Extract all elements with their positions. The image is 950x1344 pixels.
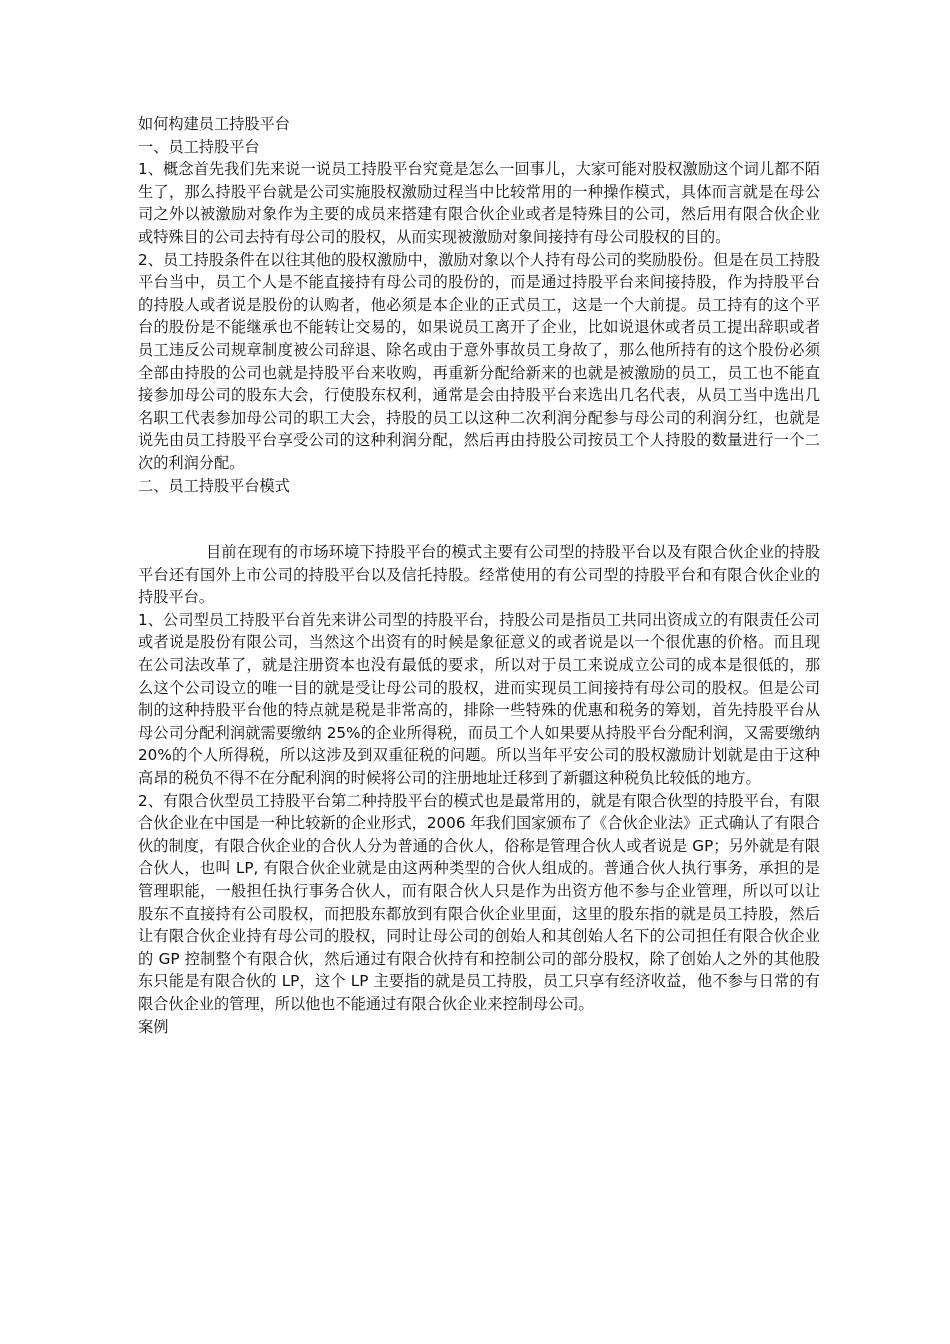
blank-line [138, 497, 820, 541]
document-page [138, 113, 820, 1038]
document-title: 如何构建员工持股平台 [138, 115, 290, 133]
paragraph-partnership-type: 2、有限合伙型员工持股平台第二种持股平台的模式也是最常用的，就是有限合伙型的持股平台，有限合伙企业在中国是一种比较新的企业形式，2006 年我们国家颁布了《合伙企业法》正式确认了有限合伙的制度，有限合伙企业的合伙人分为普通的合伙人，俗称是管理合伙人或者说是 GP；另外就是有限合伙人，也叫 LP, 有限合伙企业就是由这两种类型的合伙人组成的。普通合伙人执行事务，承担的是管理职能，一般担任执行事务合伙人，而有限合伙人只是作为出资方他不参与企业管理，所以可以让股东不直接持有公司股权，而把股东都放到有限合伙企业里面，这里的股东指的就是员工持股，然后让有限合伙企业持有母公司的股权，同时让母公司的创始人和其创始人名下的公司担任有限合伙企业的 GP 控制整个有限合伙，然后通过有限合伙持有和控制公司的部分股权，除了创始人之外的其他股东只能是有限合伙的 LP，这个 LP 主要指的就是员工持股，员工只享有经济收益，他不参与日常的有限合伙企业的管理，所以他也不能通过有限合伙企业来控制母公司。 [138, 791, 820, 1013]
section-heading-2: 二、员工持股平台模式 [138, 476, 290, 495]
paragraph-concept: 1、概念首先我们先来说一说员工持股平台究竟是怎么一回事儿，大家可能对股权激励这个词儿都不陌生了，那么持股平台就是公司实施股权激励过程当中比较常用的一种操作模式，具体而言就是在母公司之外以被激励对象作为主要的成员来搭建有限合伙企业或者是特殊目的公司，然后用有限合伙企业或特殊目的公司去持有母公司的股权，从而实现被激励对象间接持有母公司股权的目的。 [138, 160, 820, 246]
paragraph-intro: 目前在现有的市场环境下持股平台的模式主要有公司型的持股平台以及有限合伙企业的持股平台还有国外上市公司的持股平台以及信托持股。经常使用的有公司型的持股平台和有限合伙企业的持股平台。 [138, 543, 820, 607]
case-heading: 案例 [138, 1017, 169, 1036]
paragraph-company-type: 1、公司型员工持股平台首先来讲公司型的持股平台，持股公司是指员工共同出资成立的有限责任公司或者说是股份有限公司，当然这个出资有的时候是象征意义的或者说是以一个很优惠的价格。而且现在公司法改革了，就是注册资本也没有最低的要求，所以对于员工来说成立公司的成本是很低的，那么这个公司设立的唯一目的就是受让母公司的股权，进而实现员工间接持有母公司的股权。但是公司制的这种持股平台他的特点就是税是非常高的，排除一些特殊的优惠和税务的筹划，首先持股平台从母公司分配利润就需要缴纳 25%的企业所得税，而员工个人如果要从持股平台分配利润，又需要缴纳 20%的个人所得税，所以这涉及到双重征税的问题。所以当年平安公司的股权激励计划就是由于这种高昂的税负不得不在分配利润的时候将公司的注册地址迁移到了新疆这种税负比较低的地方。 [138, 610, 820, 788]
paragraph-conditions: 2、员工持股条件在以往其他的股权激励中，激励对象以个人持有母公司的奖励股份。但是在员工持股平台当中，员工个人是不能直接持有母公司的股份的，而是通过持股平台来间接持股，作为持股平台的持股人或者说是股份的认购者，他必须是本企业的正式员工，这是一个大前提。员工持有的这个平台的股份是不能继承也不能转让交易的，如果说员工离开了企业，比如说退休或者员工提出辞职或者员工违反公司规章制度被公司辞退、除名或由于意外事故员工身故了，那么他所持有的这个股份必须全部由持股的公司也就是持股平台来收购，再重新分配给新来的也就是被激励的员工，员工也不能直接参加母公司的股东大会，行使股东权利，通常是会由持股平台来选出几名代表，从员工当中选出几名职工代表参加母公司的职工大会，持股的员工以这种二次利润分配参与母公司的利润分红，也就是说先由员工持股平台享受公司的这种利润分配，然后再由持股公司按员工个人持股的数量进行一个二次的利润分配。 [138, 250, 820, 472]
section-heading-1: 一、员工持股平台 [138, 137, 260, 156]
